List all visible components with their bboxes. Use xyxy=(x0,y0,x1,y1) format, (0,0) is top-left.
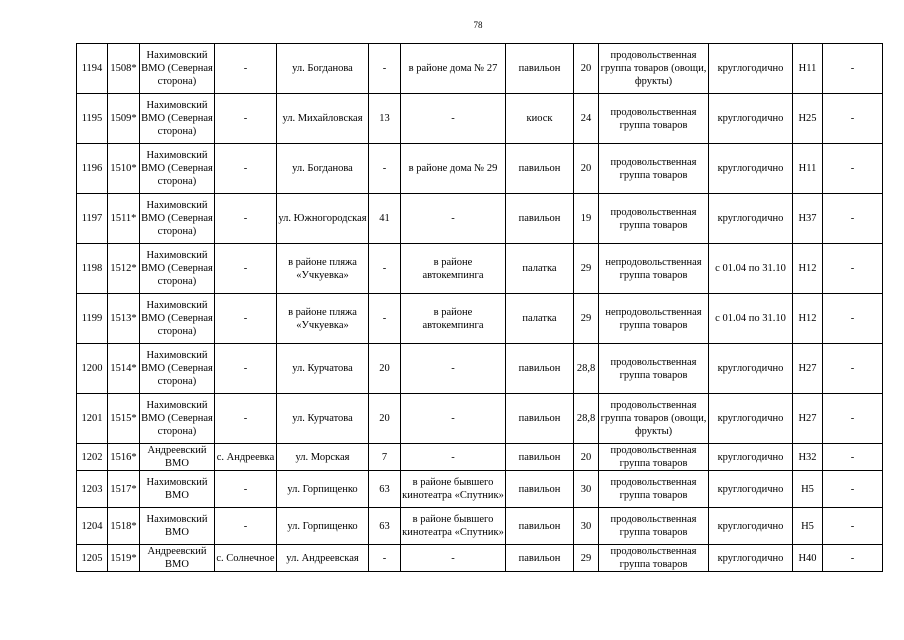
cell-goods: продовольственная группа товаров xyxy=(599,144,709,194)
cell-n: 1205 xyxy=(77,545,108,572)
table-row xyxy=(77,44,883,94)
cell-area: 30 xyxy=(574,508,599,545)
cell-street: ул. Богданова xyxy=(277,144,369,194)
cell-object: павильон xyxy=(506,194,574,244)
cell-goods: продовольственная группа товаров xyxy=(599,545,709,572)
cell-period: круглогодично xyxy=(709,344,793,394)
cell-id: 1515* xyxy=(108,394,140,444)
cell-house: - xyxy=(369,294,401,344)
table-row xyxy=(77,471,883,508)
cell-goods: продовольственная группа товаров xyxy=(599,508,709,545)
cell-landmark: - xyxy=(401,344,506,394)
cell-object: палатка xyxy=(506,294,574,344)
cell-note: - xyxy=(823,444,883,471)
cell-house: 63 xyxy=(369,471,401,508)
cell-n: 1200 xyxy=(77,344,108,394)
cell-object: павильон xyxy=(506,394,574,444)
cell-house: 13 xyxy=(369,94,401,144)
cell-landmark: - xyxy=(401,444,506,471)
table-row xyxy=(77,508,883,545)
cell-settlement: с. Андреевка xyxy=(215,444,277,471)
cell-n: 1194 xyxy=(77,44,108,94)
cell-note: - xyxy=(823,508,883,545)
cell-period: круглогодично xyxy=(709,471,793,508)
cell-n: 1201 xyxy=(77,394,108,444)
cell-street: ул. Андреевская xyxy=(277,545,369,572)
cell-id: 1508* xyxy=(108,44,140,94)
cell-id: 1512* xyxy=(108,244,140,294)
table-row xyxy=(77,194,883,244)
cell-id: 1513* xyxy=(108,294,140,344)
cell-house: 20 xyxy=(369,344,401,394)
cell-goods: продовольственная группа товаров xyxy=(599,471,709,508)
cell-street: ул. Южногородская xyxy=(277,194,369,244)
cell-district: Андреевский ВМО xyxy=(140,444,215,471)
cell-n: 1204 xyxy=(77,508,108,545)
cell-landmark: в районе дома № 29 xyxy=(401,144,506,194)
cell-district: Нахимовский ВМО (Северная сторона) xyxy=(140,44,215,94)
cell-n: 1203 xyxy=(77,471,108,508)
cell-settlement: - xyxy=(215,344,277,394)
cell-note: - xyxy=(823,394,883,444)
cell-settlement: - xyxy=(215,144,277,194)
cell-settlement: с. Солнечное xyxy=(215,545,277,572)
cell-settlement: - xyxy=(215,294,277,344)
cell-street: ул. Богданова xyxy=(277,44,369,94)
cell-code: Н27 xyxy=(793,394,823,444)
cell-area: 20 xyxy=(574,44,599,94)
cell-object: павильон xyxy=(506,508,574,545)
cell-period: круглогодично xyxy=(709,444,793,471)
cell-note: - xyxy=(823,344,883,394)
cell-period: круглогодично xyxy=(709,144,793,194)
cell-street: ул. Михайловская xyxy=(277,94,369,144)
cell-code: Н5 xyxy=(793,471,823,508)
cell-object: павильон xyxy=(506,471,574,508)
cell-district: Нахимовский ВМО (Северная сторона) xyxy=(140,344,215,394)
cell-period: круглогодично xyxy=(709,94,793,144)
cell-goods: продовольственная группа товаров xyxy=(599,344,709,394)
table-row xyxy=(77,545,883,572)
cell-object: павильон xyxy=(506,545,574,572)
table-row xyxy=(77,344,883,394)
cell-note: - xyxy=(823,44,883,94)
cell-landmark: в районе дома № 27 xyxy=(401,44,506,94)
cell-code: Н11 xyxy=(793,44,823,94)
cell-code: Н5 xyxy=(793,508,823,545)
cell-district: Андреевский ВМО xyxy=(140,545,215,572)
cell-period: круглогодично xyxy=(709,508,793,545)
cell-object: павильон xyxy=(506,144,574,194)
cell-house: - xyxy=(369,545,401,572)
cell-district: Нахимовский ВМО (Северная сторона) xyxy=(140,94,215,144)
cell-code: Н12 xyxy=(793,244,823,294)
cell-landmark: в районе бывшего кинотеатра «Спутник» xyxy=(401,471,506,508)
cell-goods: продовольственная группа товаров xyxy=(599,194,709,244)
cell-object: павильон xyxy=(506,444,574,471)
cell-district: Нахимовский ВМО xyxy=(140,471,215,508)
table-row xyxy=(77,394,883,444)
cell-id: 1509* xyxy=(108,94,140,144)
cell-house: 20 xyxy=(369,394,401,444)
cell-code: Н11 xyxy=(793,144,823,194)
cell-id: 1518* xyxy=(108,508,140,545)
cell-settlement: - xyxy=(215,194,277,244)
cell-area: 28,8 xyxy=(574,394,599,444)
cell-street: в районе пляжа «Учкуевка» xyxy=(277,244,369,294)
cell-period: с 01.04 по 31.10 xyxy=(709,294,793,344)
cell-n: 1199 xyxy=(77,294,108,344)
page-number: 78 xyxy=(473,20,483,30)
cell-n: 1202 xyxy=(77,444,108,471)
cell-n: 1196 xyxy=(77,144,108,194)
cell-code: Н25 xyxy=(793,94,823,144)
cell-goods: непродовольственная группа товаров xyxy=(599,244,709,294)
cell-code: Н27 xyxy=(793,344,823,394)
table-row xyxy=(77,144,883,194)
cell-area: 20 xyxy=(574,144,599,194)
table-row xyxy=(77,294,883,344)
cell-area: 20 xyxy=(574,444,599,471)
cell-house: 63 xyxy=(369,508,401,545)
cell-goods: продовольственная группа товаров (овощи, фрукты) xyxy=(599,394,709,444)
cell-code: Н40 xyxy=(793,545,823,572)
cell-goods: непродовольственная группа товаров xyxy=(599,294,709,344)
cell-settlement: - xyxy=(215,244,277,294)
cell-goods: продовольственная группа товаров (овощи, фрукты) xyxy=(599,44,709,94)
cell-area: 30 xyxy=(574,471,599,508)
cell-street: ул. Горпищенко xyxy=(277,508,369,545)
cell-note: - xyxy=(823,294,883,344)
cell-area: 24 xyxy=(574,94,599,144)
table-row xyxy=(77,244,883,294)
cell-street: в районе пляжа «Учкуевка» xyxy=(277,294,369,344)
cell-id: 1514* xyxy=(108,344,140,394)
cell-house: - xyxy=(369,244,401,294)
trade-objects-table xyxy=(76,43,883,572)
cell-area: 19 xyxy=(574,194,599,244)
cell-id: 1519* xyxy=(108,545,140,572)
cell-settlement: - xyxy=(215,394,277,444)
cell-district: Нахимовский ВМО (Северная сторона) xyxy=(140,144,215,194)
cell-note: - xyxy=(823,244,883,294)
cell-street: ул. Курчатова xyxy=(277,344,369,394)
cell-note: - xyxy=(823,471,883,508)
cell-landmark: в районе бывшего кинотеатра «Спутник» xyxy=(401,508,506,545)
cell-object: палатка xyxy=(506,244,574,294)
cell-note: - xyxy=(823,94,883,144)
cell-object: киоск xyxy=(506,94,574,144)
cell-n: 1197 xyxy=(77,194,108,244)
cell-landmark: - xyxy=(401,194,506,244)
cell-period: круглогодично xyxy=(709,394,793,444)
cell-period: круглогодично xyxy=(709,44,793,94)
cell-note: - xyxy=(823,545,883,572)
cell-id: 1516* xyxy=(108,444,140,471)
cell-district: Нахимовский ВМО (Северная сторона) xyxy=(140,244,215,294)
cell-area: 28,8 xyxy=(574,344,599,394)
cell-code: Н32 xyxy=(793,444,823,471)
cell-object: павильон xyxy=(506,344,574,394)
cell-code: Н37 xyxy=(793,194,823,244)
cell-landmark: - xyxy=(401,545,506,572)
cell-district: Нахимовский ВМО (Северная сторона) xyxy=(140,294,215,344)
cell-id: 1517* xyxy=(108,471,140,508)
cell-street: ул. Горпищенко xyxy=(277,471,369,508)
cell-street: ул. Морская xyxy=(277,444,369,471)
cell-settlement: - xyxy=(215,471,277,508)
cell-n: 1198 xyxy=(77,244,108,294)
cell-house: - xyxy=(369,144,401,194)
cell-goods: продовольственная группа товаров xyxy=(599,94,709,144)
cell-area: 29 xyxy=(574,244,599,294)
cell-landmark: - xyxy=(401,94,506,144)
cell-house: 41 xyxy=(369,194,401,244)
cell-landmark: в районе автокемпинга xyxy=(401,294,506,344)
cell-note: - xyxy=(823,144,883,194)
cell-landmark: - xyxy=(401,394,506,444)
cell-settlement: - xyxy=(215,508,277,545)
cell-object: павильон xyxy=(506,44,574,94)
cell-settlement: - xyxy=(215,44,277,94)
cell-district: Нахимовский ВМО (Северная сторона) xyxy=(140,394,215,444)
cell-id: 1511* xyxy=(108,194,140,244)
cell-landmark: в районе автокемпинга xyxy=(401,244,506,294)
cell-district: Нахимовский ВМО (Северная сторона) xyxy=(140,194,215,244)
cell-goods: продовольственная группа товаров xyxy=(599,444,709,471)
cell-period: с 01.04 по 31.10 xyxy=(709,244,793,294)
cell-period: круглогодично xyxy=(709,194,793,244)
table-row xyxy=(77,444,883,471)
cell-code: Н12 xyxy=(793,294,823,344)
cell-id: 1510* xyxy=(108,144,140,194)
cell-house: 7 xyxy=(369,444,401,471)
cell-street: ул. Курчатова xyxy=(277,394,369,444)
cell-settlement: - xyxy=(215,94,277,144)
cell-note: - xyxy=(823,194,883,244)
cell-house: - xyxy=(369,44,401,94)
cell-district: Нахимовский ВМО xyxy=(140,508,215,545)
cell-period: круглогодично xyxy=(709,545,793,572)
cell-area: 29 xyxy=(574,545,599,572)
table-row xyxy=(77,94,883,144)
cell-n: 1195 xyxy=(77,94,108,144)
cell-area: 29 xyxy=(574,294,599,344)
